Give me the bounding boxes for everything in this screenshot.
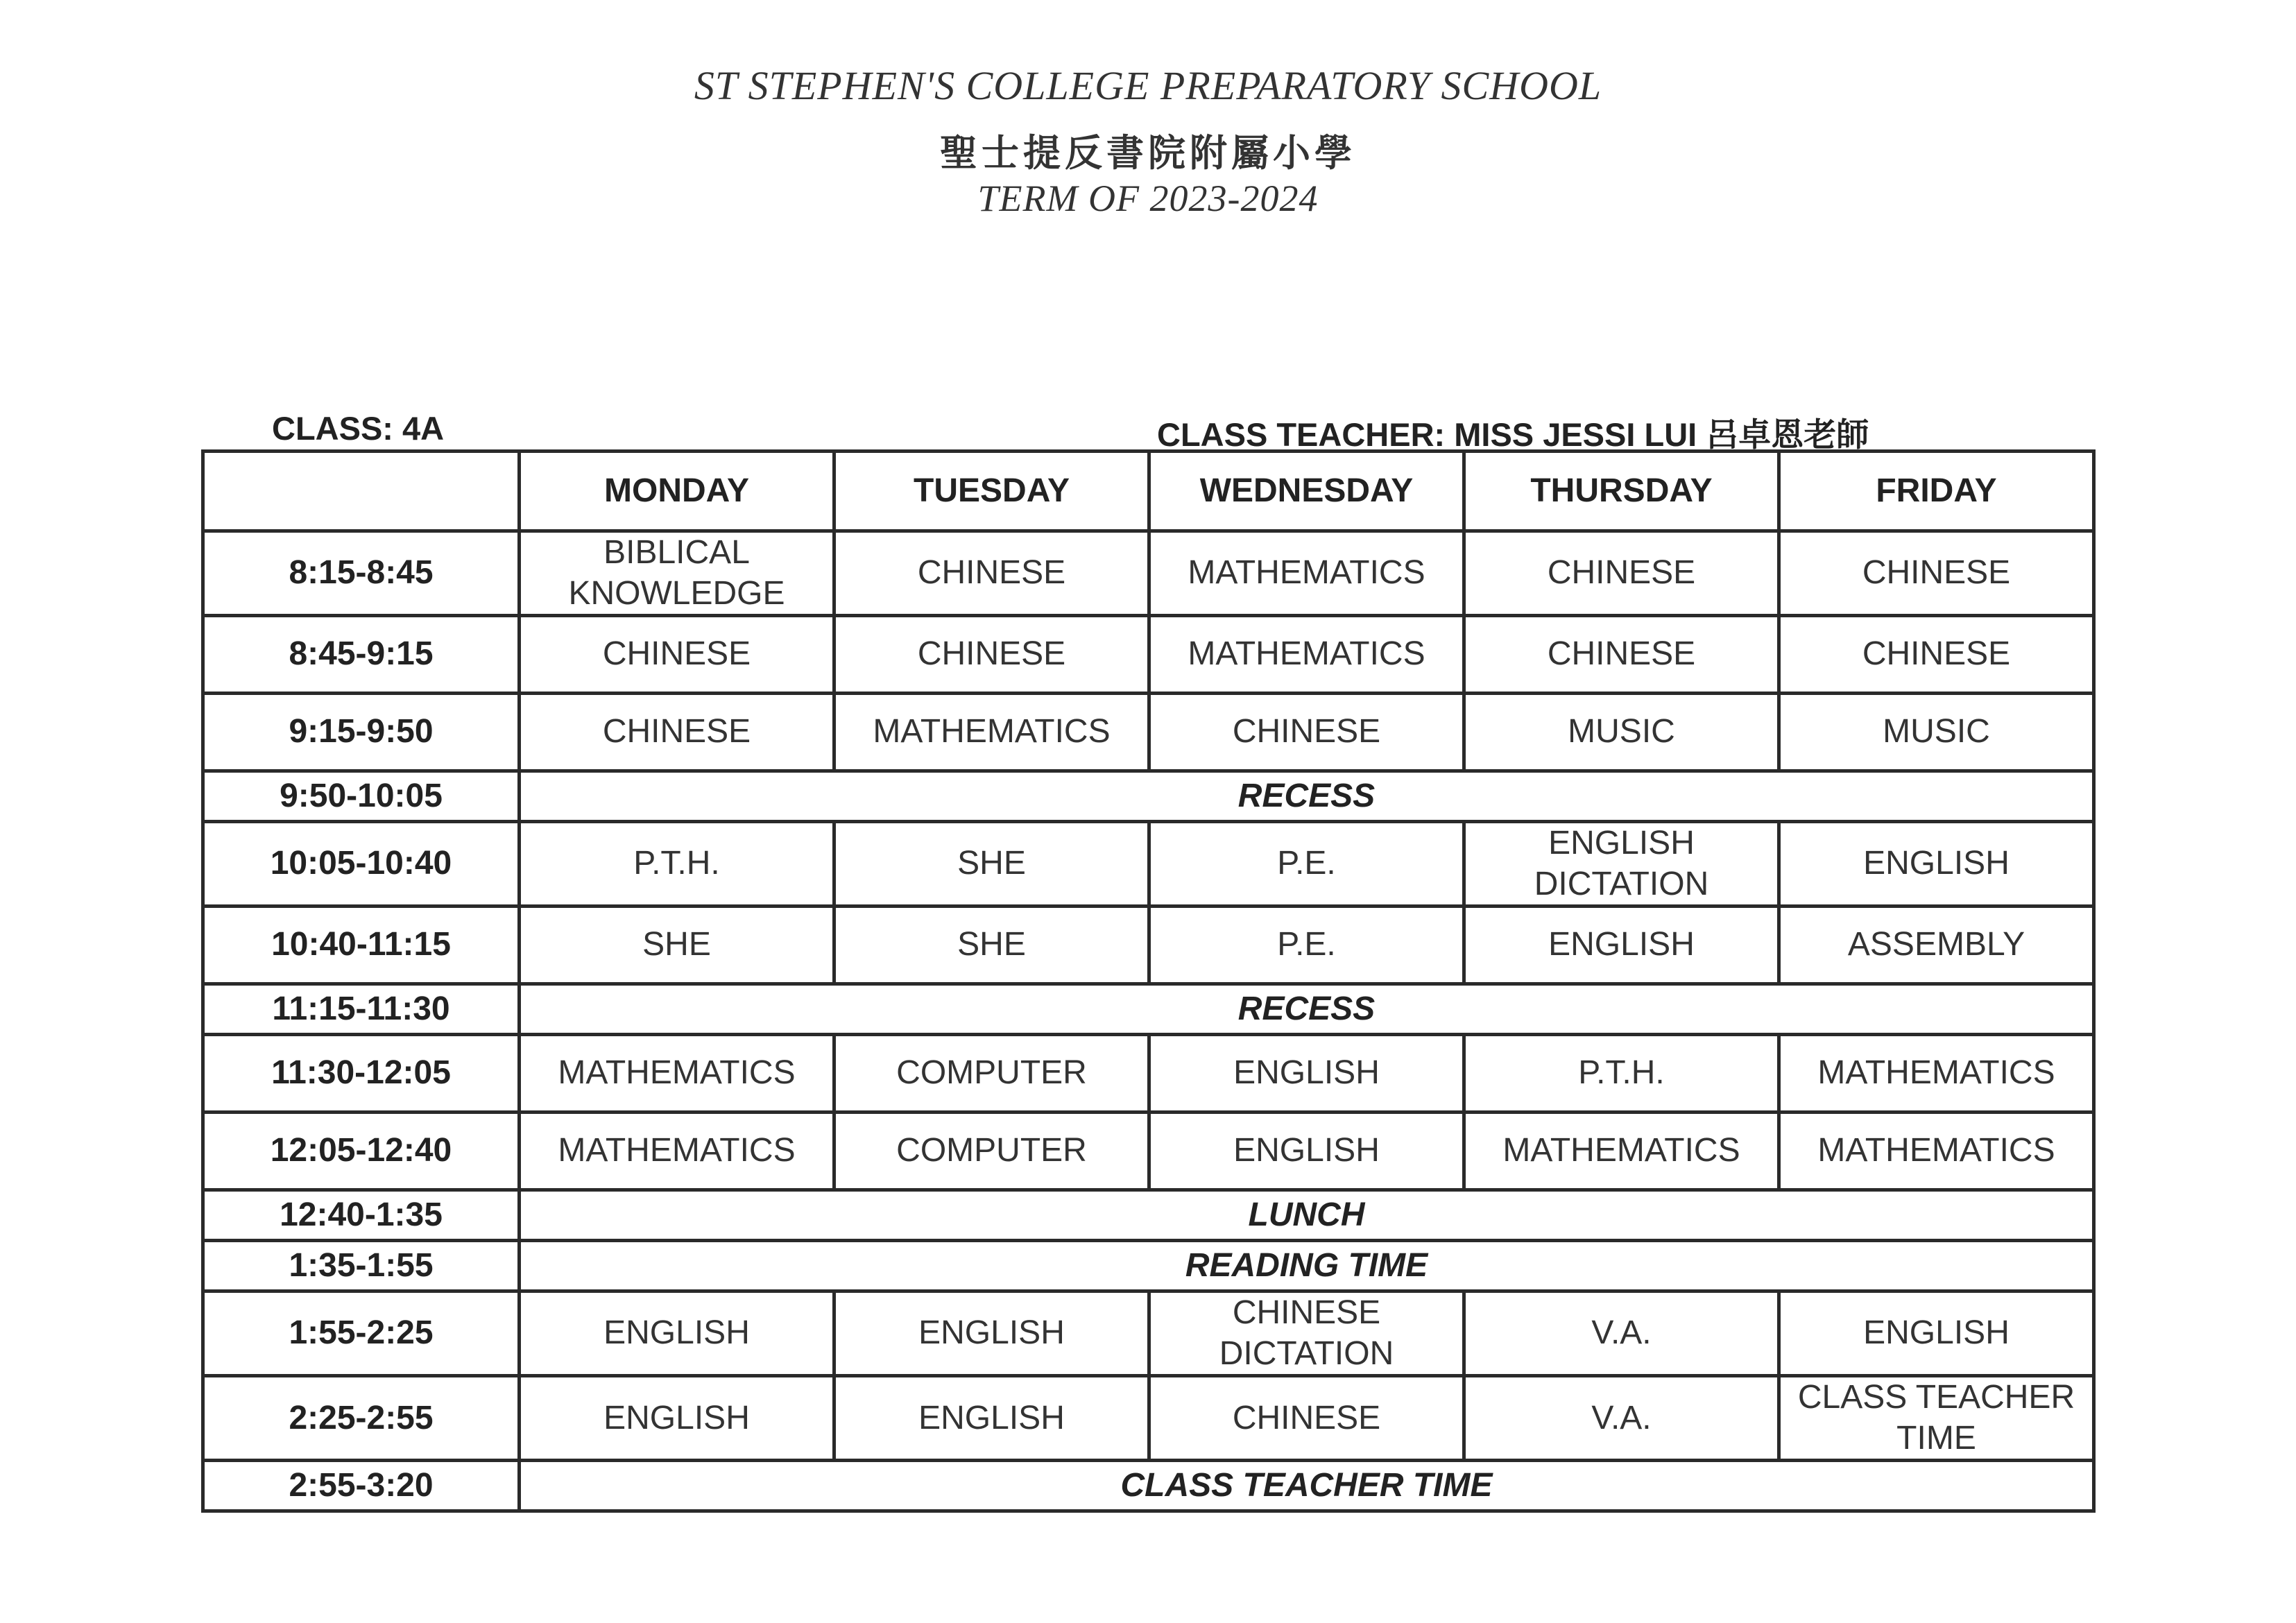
lesson-cell: ENGLISH <box>834 1291 1149 1376</box>
timetable <box>201 449 2096 1513</box>
break-row <box>203 1241 2094 1291</box>
lesson-cell: ENGLISH DICTATION <box>1464 822 1779 907</box>
lesson-cell: CHINESE <box>1464 531 1779 616</box>
break-row <box>203 984 2094 1035</box>
period-row <box>203 694 2094 771</box>
lesson-cell: MATHEMATICS <box>520 1113 834 1190</box>
break-label: RECESS <box>520 984 2094 1035</box>
period-row <box>203 1035 2094 1113</box>
period-row <box>203 907 2094 984</box>
lesson-cell: P.E. <box>1149 907 1464 984</box>
lesson-cell: ENGLISH <box>1779 1291 2094 1376</box>
period-row <box>203 531 2094 616</box>
period-time: 10:40-11:15 <box>203 907 520 984</box>
period-time: 2:25-2:55 <box>203 1376 520 1461</box>
lesson-cell: COMPUTER <box>834 1035 1149 1113</box>
break-label: CLASS TEACHER TIME <box>520 1461 2094 1511</box>
lesson-cell: CHINESE <box>1149 694 1464 771</box>
lesson-cell: V.A. <box>1464 1291 1779 1376</box>
period-time: 12:40-1:35 <box>203 1190 520 1241</box>
lesson-cell: CHINESE <box>1779 616 2094 694</box>
period-time: 9:50-10:05 <box>203 771 520 822</box>
lesson-cell: MUSIC <box>1779 694 2094 771</box>
lesson-cell: MATHEMATICS <box>1149 531 1464 616</box>
lesson-cell: MATHEMATICS <box>1149 616 1464 694</box>
period-row <box>203 1376 2094 1461</box>
lesson-cell: MATHEMATICS <box>1464 1113 1779 1190</box>
break-label: LUNCH <box>520 1190 2094 1241</box>
lesson-cell: ASSEMBLY <box>1779 907 2094 984</box>
header-day: TUESDAY <box>834 452 1149 531</box>
period-time: 1:55-2:25 <box>203 1291 520 1376</box>
timetable-header-row <box>203 452 2094 531</box>
lesson-cell: COMPUTER <box>834 1113 1149 1190</box>
lesson-cell: SHE <box>520 907 834 984</box>
lesson-cell: CHINESE <box>1149 1376 1464 1461</box>
lesson-cell: ENGLISH <box>1464 907 1779 984</box>
break-label: RECESS <box>520 771 2094 822</box>
lesson-cell: MATHEMATICS <box>1779 1113 2094 1190</box>
period-time: 8:15-8:45 <box>203 531 520 616</box>
lesson-cell: V.A. <box>1464 1376 1779 1461</box>
header-day: WEDNESDAY <box>1149 452 1464 531</box>
school-name-chinese: 聖士提反書院附屬小學 <box>940 132 1356 174</box>
period-row <box>203 822 2094 907</box>
period-time: 10:05-10:40 <box>203 822 520 907</box>
lesson-cell: SHE <box>834 907 1149 984</box>
break-row <box>203 771 2094 822</box>
lesson-cell: CHINESE <box>520 616 834 694</box>
header-day: FRIDAY <box>1779 452 2094 531</box>
lesson-cell: ENGLISH <box>520 1291 834 1376</box>
school-name: ST STEPHEN'S COLLEGE PREPARATORY SCHOOL <box>694 63 1602 108</box>
header-day: MONDAY <box>520 452 834 531</box>
header-time-corner <box>203 452 520 531</box>
lesson-cell: CHINESE <box>1464 616 1779 694</box>
lesson-cell: CHINESE <box>520 694 834 771</box>
lesson-cell: MUSIC <box>1464 694 1779 771</box>
lesson-cell: MATHEMATICS <box>520 1035 834 1113</box>
lesson-cell: CHINESE <box>834 616 1149 694</box>
lesson-cell: CHINESE <box>834 531 1149 616</box>
lesson-cell: P.T.H. <box>520 822 834 907</box>
header-day: THURSDAY <box>1464 452 1779 531</box>
lesson-cell: ENGLISH <box>1779 822 2094 907</box>
period-time: 1:35-1:55 <box>203 1241 520 1291</box>
period-time: 12:05-12:40 <box>203 1113 520 1190</box>
period-time: 9:15-9:50 <box>203 694 520 771</box>
lesson-cell: ENGLISH <box>1149 1113 1464 1190</box>
lesson-cell: ENGLISH <box>520 1376 834 1461</box>
period-row <box>203 1291 2094 1376</box>
period-time: 11:15-11:30 <box>203 984 520 1035</box>
period-time: 8:45-9:15 <box>203 616 520 694</box>
lesson-cell: MATHEMATICS <box>1779 1035 2094 1113</box>
lesson-cell: CHINESE <box>1779 531 2094 616</box>
period-row <box>203 1113 2094 1190</box>
lesson-cell: CHINESE DICTATION <box>1149 1291 1464 1376</box>
lesson-cell: ENGLISH <box>834 1376 1149 1461</box>
lesson-cell: P.T.H. <box>1464 1035 1779 1113</box>
break-row <box>203 1461 2094 1511</box>
class-teacher-label: CLASS TEACHER: MISS JESSI LUI 呂卓恩老師 <box>1157 416 1869 453</box>
lesson-cell: BIBLICAL KNOWLEDGE <box>520 531 834 616</box>
period-row <box>203 616 2094 694</box>
term-title: TERM OF 2023-2024 <box>977 178 1319 219</box>
lesson-cell: ENGLISH <box>1149 1035 1464 1113</box>
break-row <box>203 1190 2094 1241</box>
class-label: CLASS: 4A <box>272 410 445 447</box>
period-time: 11:30-12:05 <box>203 1035 520 1113</box>
period-time: 2:55-3:20 <box>203 1461 520 1511</box>
lesson-cell: CLASS TEACHER TIME <box>1779 1376 2094 1461</box>
lesson-cell: MATHEMATICS <box>834 694 1149 771</box>
lesson-cell: SHE <box>834 822 1149 907</box>
break-label: READING TIME <box>520 1241 2094 1291</box>
lesson-cell: P.E. <box>1149 822 1464 907</box>
